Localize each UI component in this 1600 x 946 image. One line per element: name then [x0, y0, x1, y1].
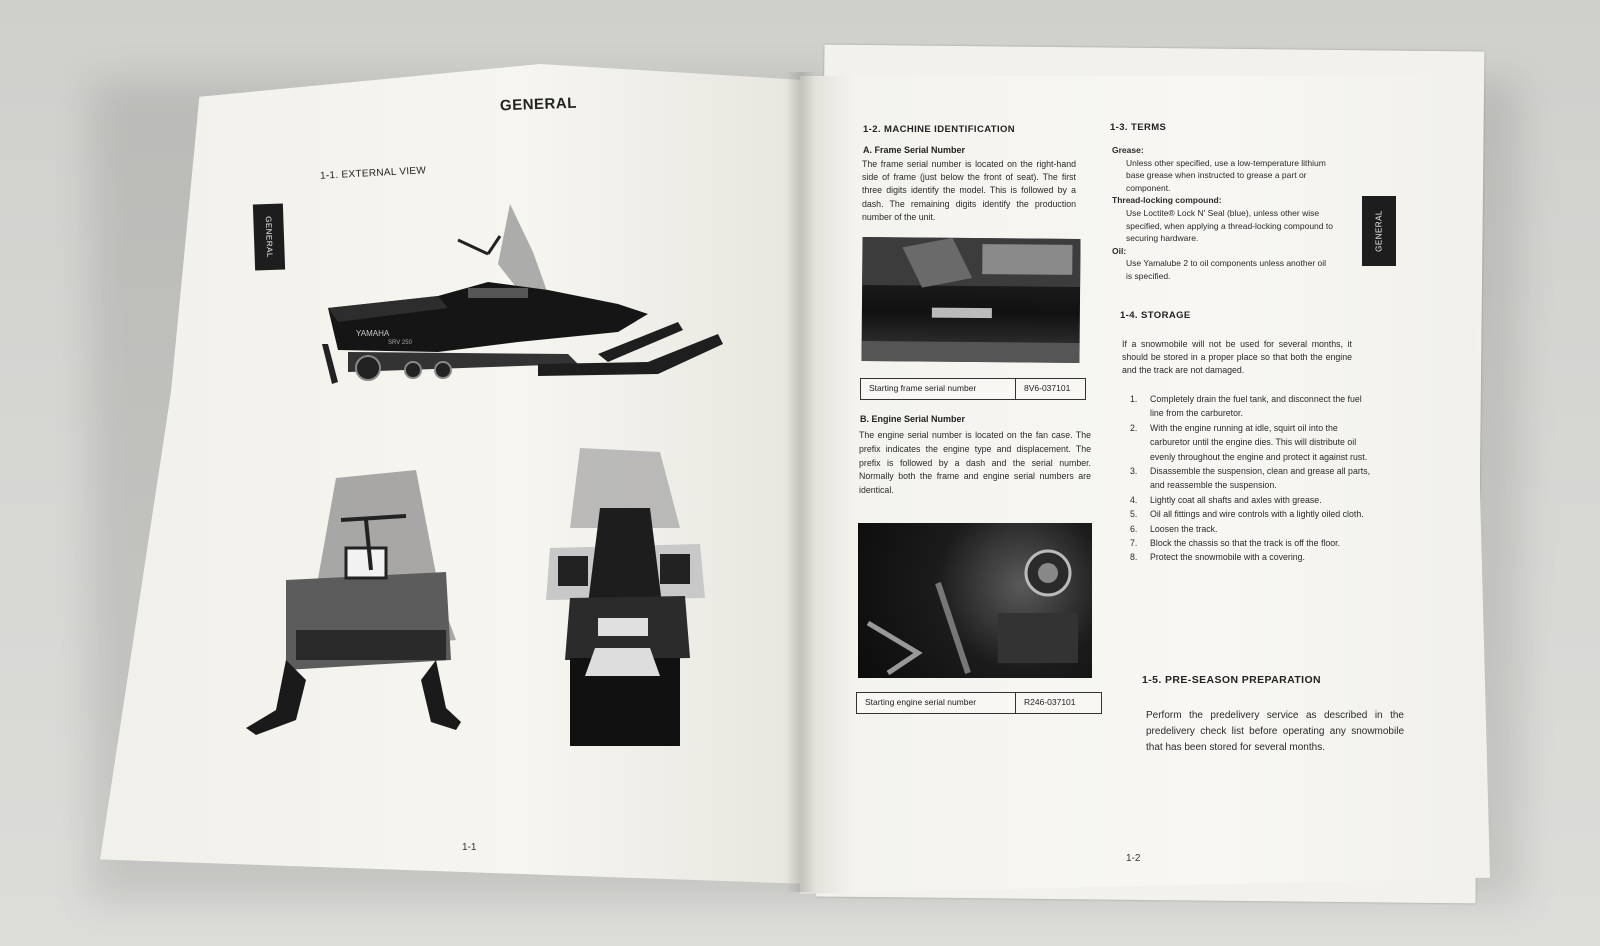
snowmobile-side-view [318, 204, 738, 396]
list-item [1130, 493, 1374, 507]
list-item [1130, 421, 1374, 464]
snowmobile-model-text: SRV 250 [388, 340, 412, 346]
snowmobile-front-view [246, 460, 476, 744]
page-number-left: 1-1 [462, 842, 477, 853]
book-gutter [786, 72, 816, 892]
preseason-text: Perform the predelivery service as described in the predelivery check list before operating any snowmobile that has been stored for several months. [1146, 710, 1404, 753]
list-item [1130, 536, 1374, 550]
section-title-external-view: 1-1. EXTERNAL VIEW [319, 165, 427, 182]
storage-intro: If a snowmobile will not be used for several months, it should be stored in a proper place so that both the engine and the track are not damaged. [1122, 339, 1352, 376]
step-number: 8. [1130, 552, 1138, 563]
chapter-tab-label: GENERAL [263, 215, 275, 259]
step-number: 5. [1130, 509, 1138, 520]
step-text: Disassemble the suspension, clean and grease all parts, and reassemble the suspension. [1150, 466, 1371, 491]
step-number: 4. [1130, 494, 1138, 505]
step-number: 1. [1130, 394, 1138, 404]
step-text: Oil all fittings and wire controls with a lightly oiled cloth. [1150, 509, 1364, 520]
engine-serial-title: B. Engine Serial Number [860, 414, 966, 424]
frame-serial-title: A. Frame Serial Number [863, 145, 966, 155]
step-text: Block the chassis so that the track is off the floor. [1150, 538, 1341, 549]
frame-serial-text: The frame serial number is located on the right-hand side of frame (just below the front of seat). The first three digits identify the model. This is followed by a dash. The remaining digits identify the production number of the unit. [862, 159, 1076, 222]
frame-caption-label: Starting frame serial number [861, 379, 1016, 399]
section-title-preseason: 1-5. PRE-SEASON PREPARATION [1142, 674, 1322, 686]
page-heading: GENERAL [499, 94, 578, 115]
step-number: 7. [1130, 538, 1138, 549]
frame-serial-caption [860, 378, 1086, 400]
frame-photo-detail [861, 237, 1080, 363]
term-thread-locking: Thread-locking compound: [1112, 195, 1222, 206]
chapter-tab-right [1362, 196, 1396, 266]
page-number-right: 1-2 [1126, 853, 1141, 864]
section-title-terms: 1-3. TERMS [1110, 122, 1167, 133]
term-thread-locking-desc: Use Loctite® Lock N' Seal (blue), unless other wise specified, when applying a thread-locking compound to securing hardware. [1126, 207, 1333, 244]
term-grease: Grease: [1112, 145, 1144, 155]
term-grease-desc: Unless other specified, use a low-temperature lithium base grease when instructed to grease a part or component. [1126, 157, 1326, 193]
list-item [1130, 522, 1374, 536]
engine-photo-detail [858, 523, 1092, 678]
frame-caption-value: 8V6-037101 [1024, 383, 1071, 393]
engine-caption-label: Starting engine serial number [857, 693, 1016, 713]
frame-serial-photo [861, 237, 1080, 363]
chapter-tab-left [253, 203, 285, 270]
step-text: Loosen the track. [1150, 523, 1218, 534]
step-text: Lightly coat all shafts and axles with grease. [1150, 494, 1322, 505]
step-number: 2. [1130, 422, 1138, 433]
storage-steps [1130, 392, 1374, 565]
engine-serial-text: The engine serial number is located on the fan case. The prefix indicates the engine type and displacement. The prefix is followed by a dash and the serial number. Normally both the frame and engine serial numbers are identical. [859, 430, 1091, 496]
engine-caption-value: R246-037101 [1024, 697, 1076, 707]
section-title-machine-id: 1-2. MACHINE IDENTIFICATION [863, 124, 1016, 135]
list-item [1130, 550, 1374, 564]
step-text: Protect the snowmobile with a covering. [1150, 552, 1305, 563]
engine-serial-caption [856, 692, 1102, 714]
list-item [1130, 464, 1374, 493]
engine-serial-photo [858, 523, 1092, 678]
step-number: 3. [1130, 466, 1138, 477]
step-number: 6. [1130, 523, 1138, 534]
list-item [1130, 392, 1374, 421]
term-oil-desc: Use Yamalube 2 to oil components unless another oil is specified. [1126, 258, 1327, 281]
section-title-storage: 1-4. STORAGE [1120, 310, 1191, 321]
list-item [1130, 507, 1374, 521]
step-text: With the engine running at idle, squirt oil into the carburetor until the engine dies. This will distribute oil evenly throughout the engine and protect it against rust. [1150, 422, 1368, 462]
snowmobile-brand-text: YAMAHA [356, 329, 390, 338]
term-oil: Oil: [1112, 245, 1127, 256]
step-text: Completely drain the fuel tank, and disconnect the fuel line from the carburetor. [1150, 394, 1362, 419]
snowmobile-rear-view [540, 448, 715, 750]
chapter-tab-label-right: GENERAL [1374, 210, 1384, 252]
terms-list [1112, 144, 1334, 283]
